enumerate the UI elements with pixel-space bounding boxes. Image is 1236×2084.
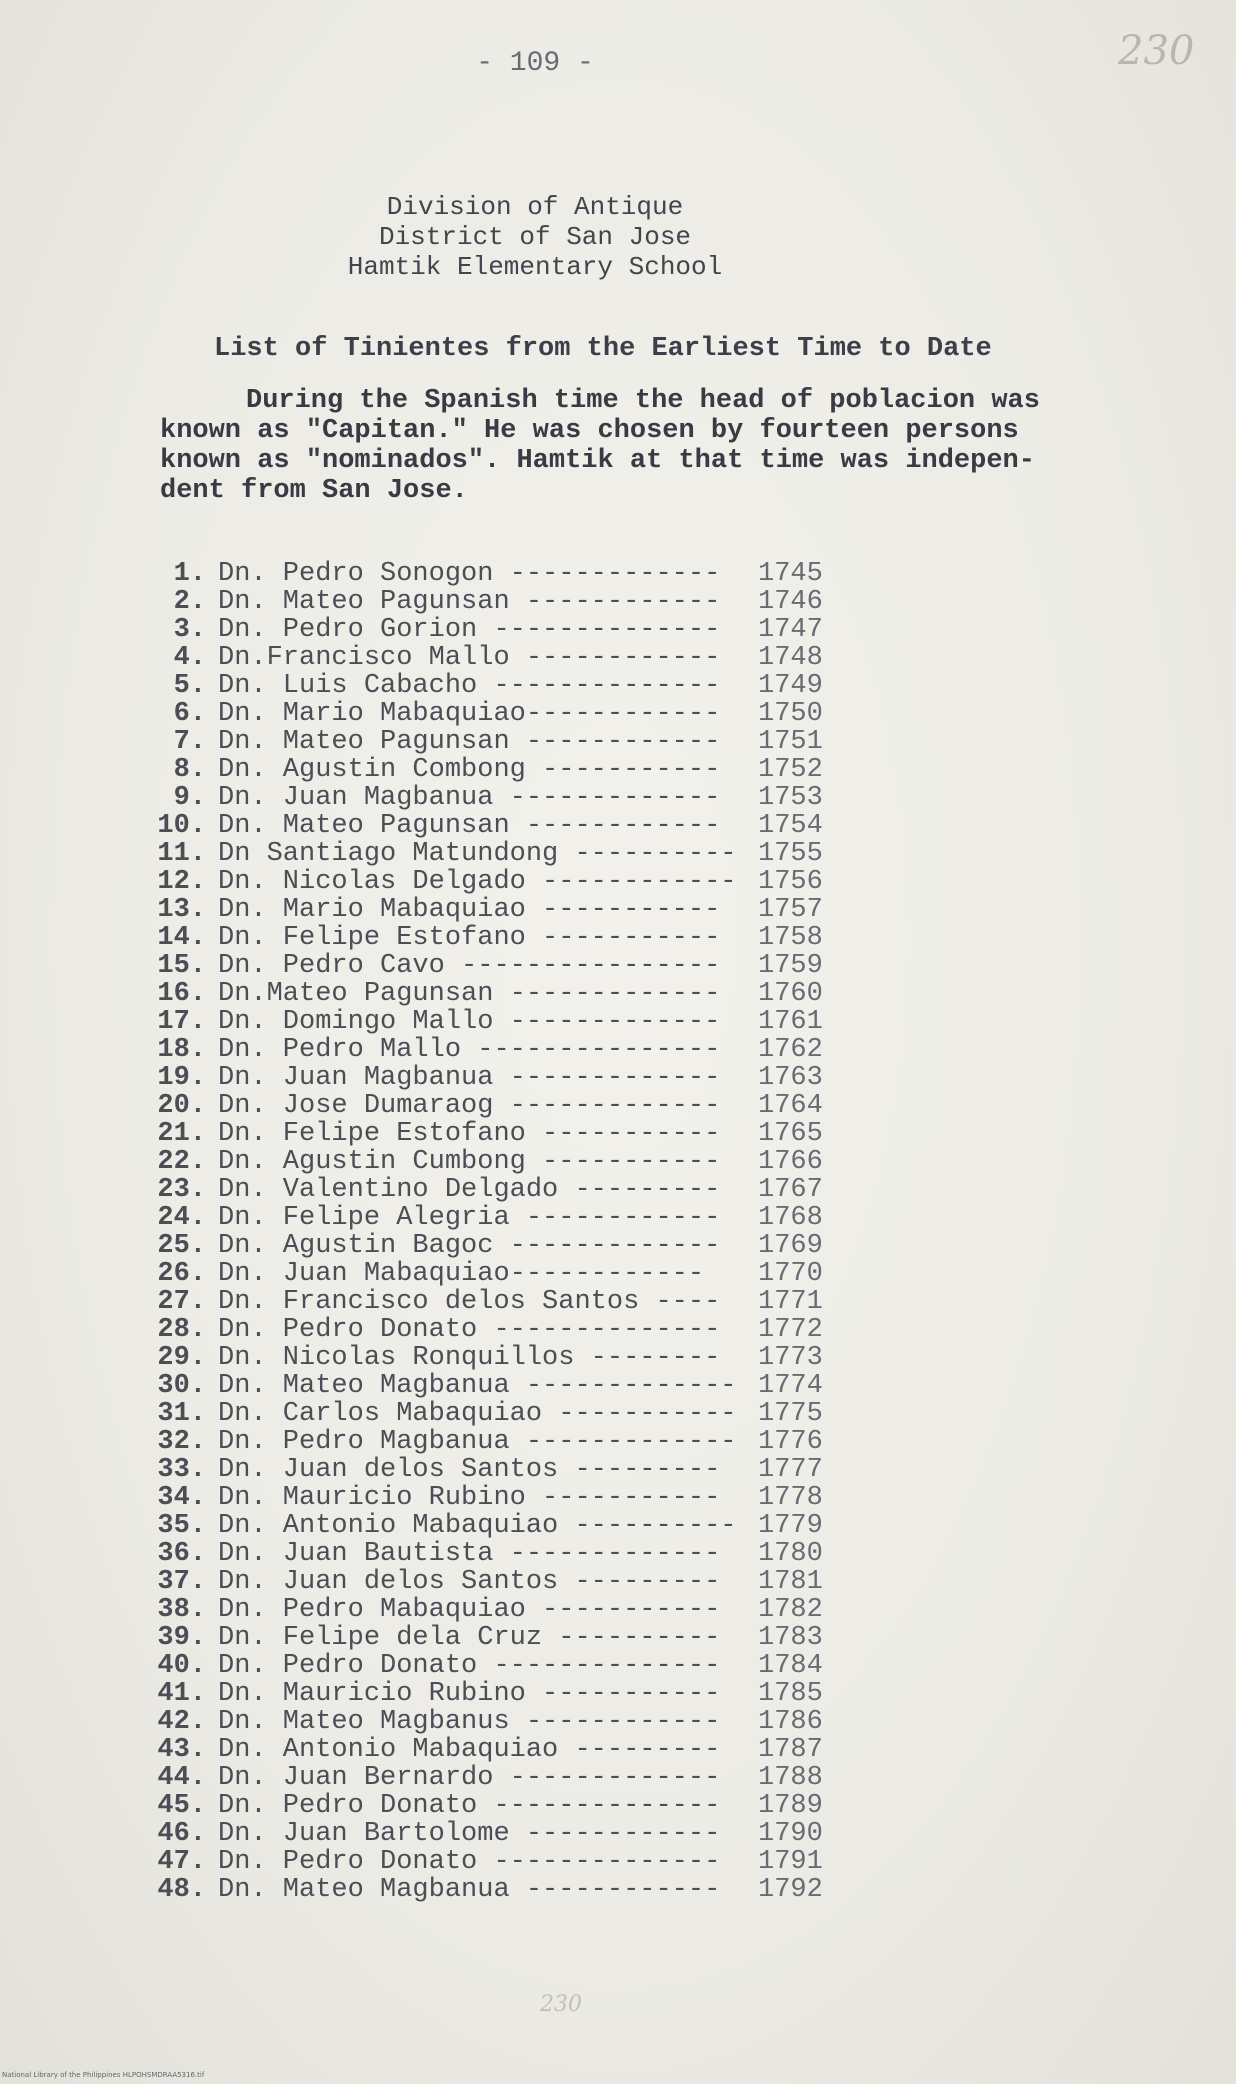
- list-item-number: 21.: [157, 1119, 206, 1149]
- list-item-number: 36.: [157, 1539, 206, 1569]
- list-item-name: Dn. Felipe dela Cruz ----------: [218, 1624, 721, 1652]
- list-item-year: 1769: [758, 1231, 823, 1261]
- list-item-year: 1776: [758, 1427, 823, 1457]
- list-item-year: 1782: [758, 1595, 823, 1625]
- list-item: [142, 1820, 942, 1848]
- list-item-name: Dn Santiago Matundong ----------: [218, 840, 737, 868]
- list-item-number: 34.: [157, 1483, 206, 1513]
- list-item: [142, 1456, 942, 1484]
- list-item-number: 43.: [157, 1735, 206, 1765]
- list-item-year: 1786: [758, 1707, 823, 1737]
- list-item: [142, 1540, 942, 1568]
- list-item-number: 17.: [157, 1007, 206, 1037]
- list-item-name: Dn. Antonio Mabaquiao ----------: [218, 1512, 737, 1540]
- list-item-name: Dn. Nicolas Ronquillos --------: [218, 1344, 721, 1372]
- list-item-year: 1784: [758, 1651, 823, 1681]
- list-item-name: Dn. Felipe Estofano -----------: [218, 924, 721, 952]
- list-item-name: Dn. Agustin Bagoc -------------: [218, 1232, 721, 1260]
- list-item-number: 38.: [157, 1595, 206, 1625]
- list-item-number: 46.: [157, 1819, 206, 1849]
- list-item-year: 1764: [758, 1091, 823, 1121]
- list-item: [142, 1876, 942, 1904]
- list-item-name: Dn. Juan Magbanua -------------: [218, 1064, 721, 1092]
- list-item: [142, 1120, 942, 1148]
- list-item-year: 1767: [758, 1175, 823, 1205]
- list-item-year: 1749: [758, 671, 823, 701]
- list-item-year: 1751: [758, 727, 823, 757]
- handwritten-footer-note: 230: [540, 1992, 582, 2017]
- list-item: [142, 1708, 942, 1736]
- header-district: District of San Jose: [378, 222, 692, 252]
- document-header: [0, 192, 1070, 282]
- list-item-name: Dn. Mauricio Rubino -----------: [218, 1484, 721, 1512]
- list-item-number: 14.: [157, 923, 206, 953]
- list-item-number: 12.: [157, 867, 206, 897]
- list-item: [142, 1680, 942, 1708]
- tinientes-list: [142, 560, 942, 1904]
- list-item-year: 1772: [758, 1315, 823, 1345]
- list-item-name: Dn. Juan Magbanua -------------: [218, 784, 721, 812]
- list-item-year: 1775: [758, 1399, 823, 1429]
- list-item-name: Dn. Mateo Pagunsan ------------: [218, 588, 721, 616]
- list-item: [142, 1400, 942, 1428]
- list-item-number: 31.: [157, 1399, 206, 1429]
- header-school: Hamtik Elementary School: [347, 252, 723, 282]
- list-item: [142, 728, 942, 756]
- list-item-number: 9.: [173, 783, 206, 813]
- list-item-number: 13.: [157, 895, 206, 925]
- list-item-number: 32.: [157, 1427, 206, 1457]
- list-item-year: 1780: [758, 1539, 823, 1569]
- list-item: [142, 588, 942, 616]
- list-item-year: 1774: [758, 1371, 823, 1401]
- list-item-number: 22.: [157, 1147, 206, 1177]
- list-item-name: Dn. Mateo Pagunsan ------------: [218, 728, 721, 756]
- list-item-year: 1773: [758, 1343, 823, 1373]
- list-item-year: 1777: [758, 1455, 823, 1485]
- list-item: [142, 1344, 942, 1372]
- list-item-name: Dn. Nicolas Delgado ------------: [218, 868, 737, 896]
- header-division: Division of Antique: [386, 192, 684, 222]
- list-item-year: 1758: [758, 923, 823, 953]
- list-item: [142, 1288, 942, 1316]
- list-item-name: Dn. Mateo Magbanus ------------: [218, 1708, 721, 1736]
- list-item-number: 40.: [157, 1651, 206, 1681]
- list-item-number: 19.: [157, 1063, 206, 1093]
- list-item-name: Dn. Antonio Mabaquiao ---------: [218, 1736, 721, 1764]
- list-item-name: Dn. Valentino Delgado ---------: [218, 1176, 721, 1204]
- list-item: [142, 1848, 942, 1876]
- list-item-number: 6.: [173, 699, 206, 729]
- list-item-number: 44.: [157, 1763, 206, 1793]
- list-item-name: Dn. Pedro Mabaquiao -----------: [218, 1596, 721, 1624]
- list-item: [142, 1596, 942, 1624]
- list-item: [142, 1652, 942, 1680]
- list-item: [142, 924, 942, 952]
- list-item-year: 1789: [758, 1791, 823, 1821]
- list-item: [142, 1792, 942, 1820]
- list-item-year: 1771: [758, 1287, 823, 1317]
- list-item: [142, 1736, 942, 1764]
- list-item-year: 1787: [758, 1735, 823, 1765]
- list-item-year: 1792: [758, 1875, 823, 1905]
- library-stamp: National Library of the Philippines HLPOHSMDRAA5316.tif: [2, 2071, 205, 2079]
- list-item-year: 1778: [758, 1483, 823, 1513]
- list-item-name: Dn. Francisco delos Santos ----: [218, 1288, 721, 1316]
- list-item-name: Dn. Carlos Mabaquiao -----------: [218, 1400, 737, 1428]
- list-item: [142, 756, 942, 784]
- list-item-number: 35.: [157, 1511, 206, 1541]
- list-item: [142, 784, 942, 812]
- list-item-name: Dn. Mateo Magbanua -------------: [218, 1372, 737, 1400]
- list-item: [142, 1260, 942, 1288]
- list-item: [142, 1036, 942, 1064]
- list-item-year: 1761: [758, 1007, 823, 1037]
- list-item-number: 18.: [157, 1035, 206, 1065]
- list-item: [142, 1428, 942, 1456]
- list-item-year: 1791: [758, 1847, 823, 1877]
- list-item: [142, 560, 942, 588]
- list-item-number: 37.: [157, 1567, 206, 1597]
- list-item-name: Dn. Jose Dumaraog -------------: [218, 1092, 721, 1120]
- list-item: [142, 1316, 942, 1344]
- list-item-year: 1754: [758, 811, 823, 841]
- list-item: [142, 1064, 942, 1092]
- list-item-name: Dn. Agustin Cumbong -----------: [218, 1148, 721, 1176]
- list-item-number: 2.: [173, 587, 206, 617]
- list-item-name: Dn. Pedro Magbanua -------------: [218, 1428, 737, 1456]
- list-item-name: Dn. Juan Mabaquiao------------: [218, 1260, 705, 1288]
- list-item-name: Dn. Mateo Pagunsan ------------: [218, 812, 721, 840]
- list-item: [142, 980, 942, 1008]
- list-item-year: 1755: [758, 839, 823, 869]
- list-item-number: 41.: [157, 1679, 206, 1709]
- list-item: [142, 840, 942, 868]
- list-item-number: 11.: [157, 839, 206, 869]
- list-item: [142, 1764, 942, 1792]
- list-item-name: Dn.Francisco Mallo ------------: [218, 644, 721, 672]
- list-item-number: 28.: [157, 1315, 206, 1345]
- list-item-name: Dn. Pedro Donato --------------: [218, 1792, 721, 1820]
- list-item-name: Dn.Mateo Pagunsan -------------: [218, 980, 721, 1008]
- list-item-name: Dn. Pedro Donato --------------: [218, 1316, 721, 1344]
- list-item: [142, 896, 942, 924]
- page-number: - 109 -: [476, 48, 594, 79]
- list-item: [142, 1372, 942, 1400]
- list-item-name: Dn. Juan delos Santos ---------: [218, 1568, 721, 1596]
- handwritten-margin-note: 230: [1118, 28, 1195, 74]
- list-item: [142, 812, 942, 840]
- list-item: [142, 952, 942, 980]
- list-item-year: 1785: [758, 1679, 823, 1709]
- list-item: [142, 1568, 942, 1596]
- list-item-number: 29.: [157, 1343, 206, 1373]
- list-item-number: 23.: [157, 1175, 206, 1205]
- list-item: [142, 1484, 942, 1512]
- intro-paragraph: During the Spanish time the head of poblacion was known as "Capitan." He was chosen by fourteen persons known as "nominados". Hamtik at that time was indepen- dent from San Jose.: [160, 386, 1040, 506]
- list-item-year: 1763: [758, 1063, 823, 1093]
- list-item-name: Dn. Mario Mabaquiao -----------: [218, 896, 721, 924]
- list-item: [142, 1148, 942, 1176]
- list-item-name: Dn. Mario Mabaquiao------------: [218, 700, 721, 728]
- list-item-number: 42.: [157, 1707, 206, 1737]
- list-item-year: 1766: [758, 1147, 823, 1177]
- list-item: [142, 672, 942, 700]
- list-item-year: 1757: [758, 895, 823, 925]
- list-item-number: 47.: [157, 1847, 206, 1877]
- list-item: [142, 644, 942, 672]
- list-item-year: 1752: [758, 755, 823, 785]
- list-item: [142, 1204, 942, 1232]
- list-item-year: 1768: [758, 1203, 823, 1233]
- list-item-name: Dn. Juan Bautista -------------: [218, 1540, 721, 1568]
- list-item-name: Dn. Pedro Gorion --------------: [218, 616, 721, 644]
- list-item-name: Dn. Domingo Mallo -------------: [218, 1008, 721, 1036]
- list-item-number: 10.: [157, 811, 206, 841]
- list-item-year: 1783: [758, 1623, 823, 1653]
- list-item-number: 4.: [173, 643, 206, 673]
- list-item-name: Dn. Luis Cabacho --------------: [218, 672, 721, 700]
- document-title: List of Tinientes from the Earliest Time to Date: [214, 334, 992, 364]
- list-item-name: Dn. Pedro Mallo ---------------: [218, 1036, 721, 1064]
- list-item-number: 48.: [157, 1875, 206, 1905]
- list-item-name: Dn. Juan delos Santos ---------: [218, 1456, 721, 1484]
- list-item-number: 25.: [157, 1231, 206, 1261]
- list-item-name: Dn. Pedro Cavo ----------------: [218, 952, 721, 980]
- list-item-year: 1781: [758, 1567, 823, 1597]
- list-item: [142, 1232, 942, 1260]
- list-item-number: 1.: [173, 559, 206, 589]
- list-item-name: Dn. Juan Bernardo -------------: [218, 1764, 721, 1792]
- list-item-year: 1747: [758, 615, 823, 645]
- list-item-number: 26.: [157, 1259, 206, 1289]
- list-item-name: Dn. Agustin Combong -----------: [218, 756, 721, 784]
- list-item-name: Dn. Pedro Donato --------------: [218, 1848, 721, 1876]
- list-item-year: 1748: [758, 643, 823, 673]
- list-item-number: 5.: [173, 671, 206, 701]
- list-item-number: 7.: [173, 727, 206, 757]
- list-item-number: 24.: [157, 1203, 206, 1233]
- list-item-year: 1788: [758, 1763, 823, 1793]
- list-item: [142, 1008, 942, 1036]
- list-item-year: 1762: [758, 1035, 823, 1065]
- list-item-number: 15.: [157, 951, 206, 981]
- list-item-year: 1770: [758, 1259, 823, 1289]
- list-item-year: 1745: [758, 559, 823, 589]
- list-item-name: Dn. Pedro Donato --------------: [218, 1652, 721, 1680]
- list-item-name: Dn. Felipe Alegria ------------: [218, 1204, 721, 1232]
- list-item-year: 1790: [758, 1819, 823, 1849]
- list-item-year: 1759: [758, 951, 823, 981]
- list-item-number: 30.: [157, 1371, 206, 1401]
- list-item-number: 33.: [157, 1455, 206, 1485]
- list-item: [142, 1512, 942, 1540]
- list-item-number: 27.: [157, 1287, 206, 1317]
- list-item-year: 1779: [758, 1511, 823, 1541]
- list-item-name: Dn. Felipe Estofano -----------: [218, 1120, 721, 1148]
- list-item-year: 1765: [758, 1119, 823, 1149]
- list-item-year: 1746: [758, 587, 823, 617]
- list-item-name: Dn. Mauricio Rubino -----------: [218, 1680, 721, 1708]
- list-item-number: 45.: [157, 1791, 206, 1821]
- list-item: [142, 1176, 942, 1204]
- list-item-number: 3.: [173, 615, 206, 645]
- list-item: [142, 868, 942, 896]
- list-item: [142, 1092, 942, 1120]
- list-item-year: 1750: [758, 699, 823, 729]
- list-item-number: 8.: [173, 755, 206, 785]
- list-item: [142, 616, 942, 644]
- list-item-number: 20.: [157, 1091, 206, 1121]
- list-item-number: 16.: [157, 979, 206, 1009]
- list-item-year: 1760: [758, 979, 823, 1009]
- list-item-year: 1756: [758, 867, 823, 897]
- list-item-name: Dn. Mateo Magbanua ------------: [218, 1876, 721, 1904]
- list-item: [142, 1624, 942, 1652]
- list-item-name: Dn. Juan Bartolome ------------: [218, 1820, 721, 1848]
- list-item: [142, 700, 942, 728]
- list-item-number: 39.: [157, 1623, 206, 1653]
- list-item-name: Dn. Pedro Sonogon -------------: [218, 560, 721, 588]
- list-item-year: 1753: [758, 783, 823, 813]
